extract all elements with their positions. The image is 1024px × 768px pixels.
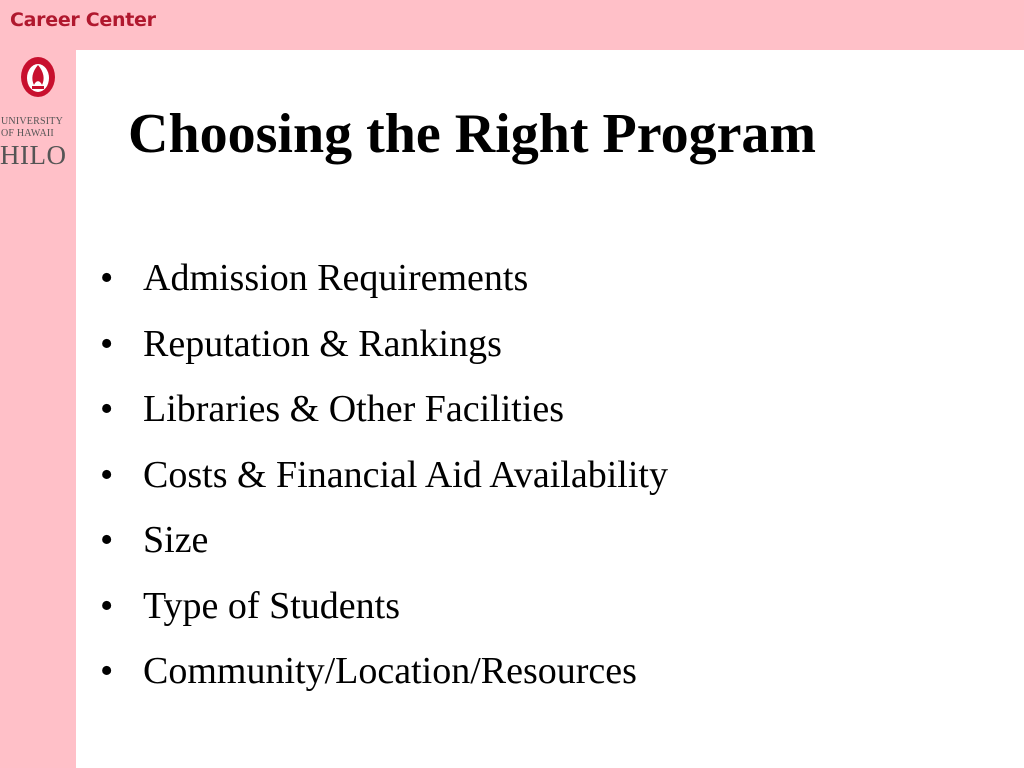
bullet-item	[100, 322, 668, 388]
bullet-text: Size	[143, 519, 209, 561]
bullet-text: Type of Students	[143, 584, 400, 627]
bullet-icon: •	[100, 519, 114, 561]
bullet-item	[100, 584, 668, 650]
bullet-icon: •	[100, 650, 114, 692]
bullet-text: Libraries & Other Facilities	[143, 388, 565, 430]
bullet-text: Admission Requirements	[143, 257, 529, 299]
wordmark-line-2: OF HAWAII	[1, 128, 54, 139]
wordmark-line-3: HILO	[0, 140, 67, 170]
bullet-item	[100, 649, 668, 715]
bullet-item	[100, 453, 668, 519]
university-wordmark	[0, 116, 76, 170]
bullet-icon: •	[100, 257, 114, 299]
bullet-icon: •	[100, 453, 114, 496]
bullet-item	[100, 518, 668, 584]
bullet-icon: •	[100, 584, 114, 627]
header-title: Career Center	[10, 9, 156, 31]
wordmark-line-1: UNIVERSITY	[1, 116, 63, 127]
slide-title: Choosing the Right Program	[128, 103, 817, 165]
university-logo-icon	[19, 55, 57, 99]
bullet-text: Reputation & Rankings	[143, 322, 502, 365]
bullet-text: Community/Location/Resources	[143, 650, 637, 692]
bullet-icon: •	[100, 322, 114, 365]
bullet-text: Costs & Financial Aid Availability	[143, 453, 668, 496]
bullet-icon: •	[100, 388, 114, 430]
bullet-item	[100, 256, 668, 322]
bullet-item	[100, 387, 668, 453]
bullet-list	[100, 256, 668, 715]
